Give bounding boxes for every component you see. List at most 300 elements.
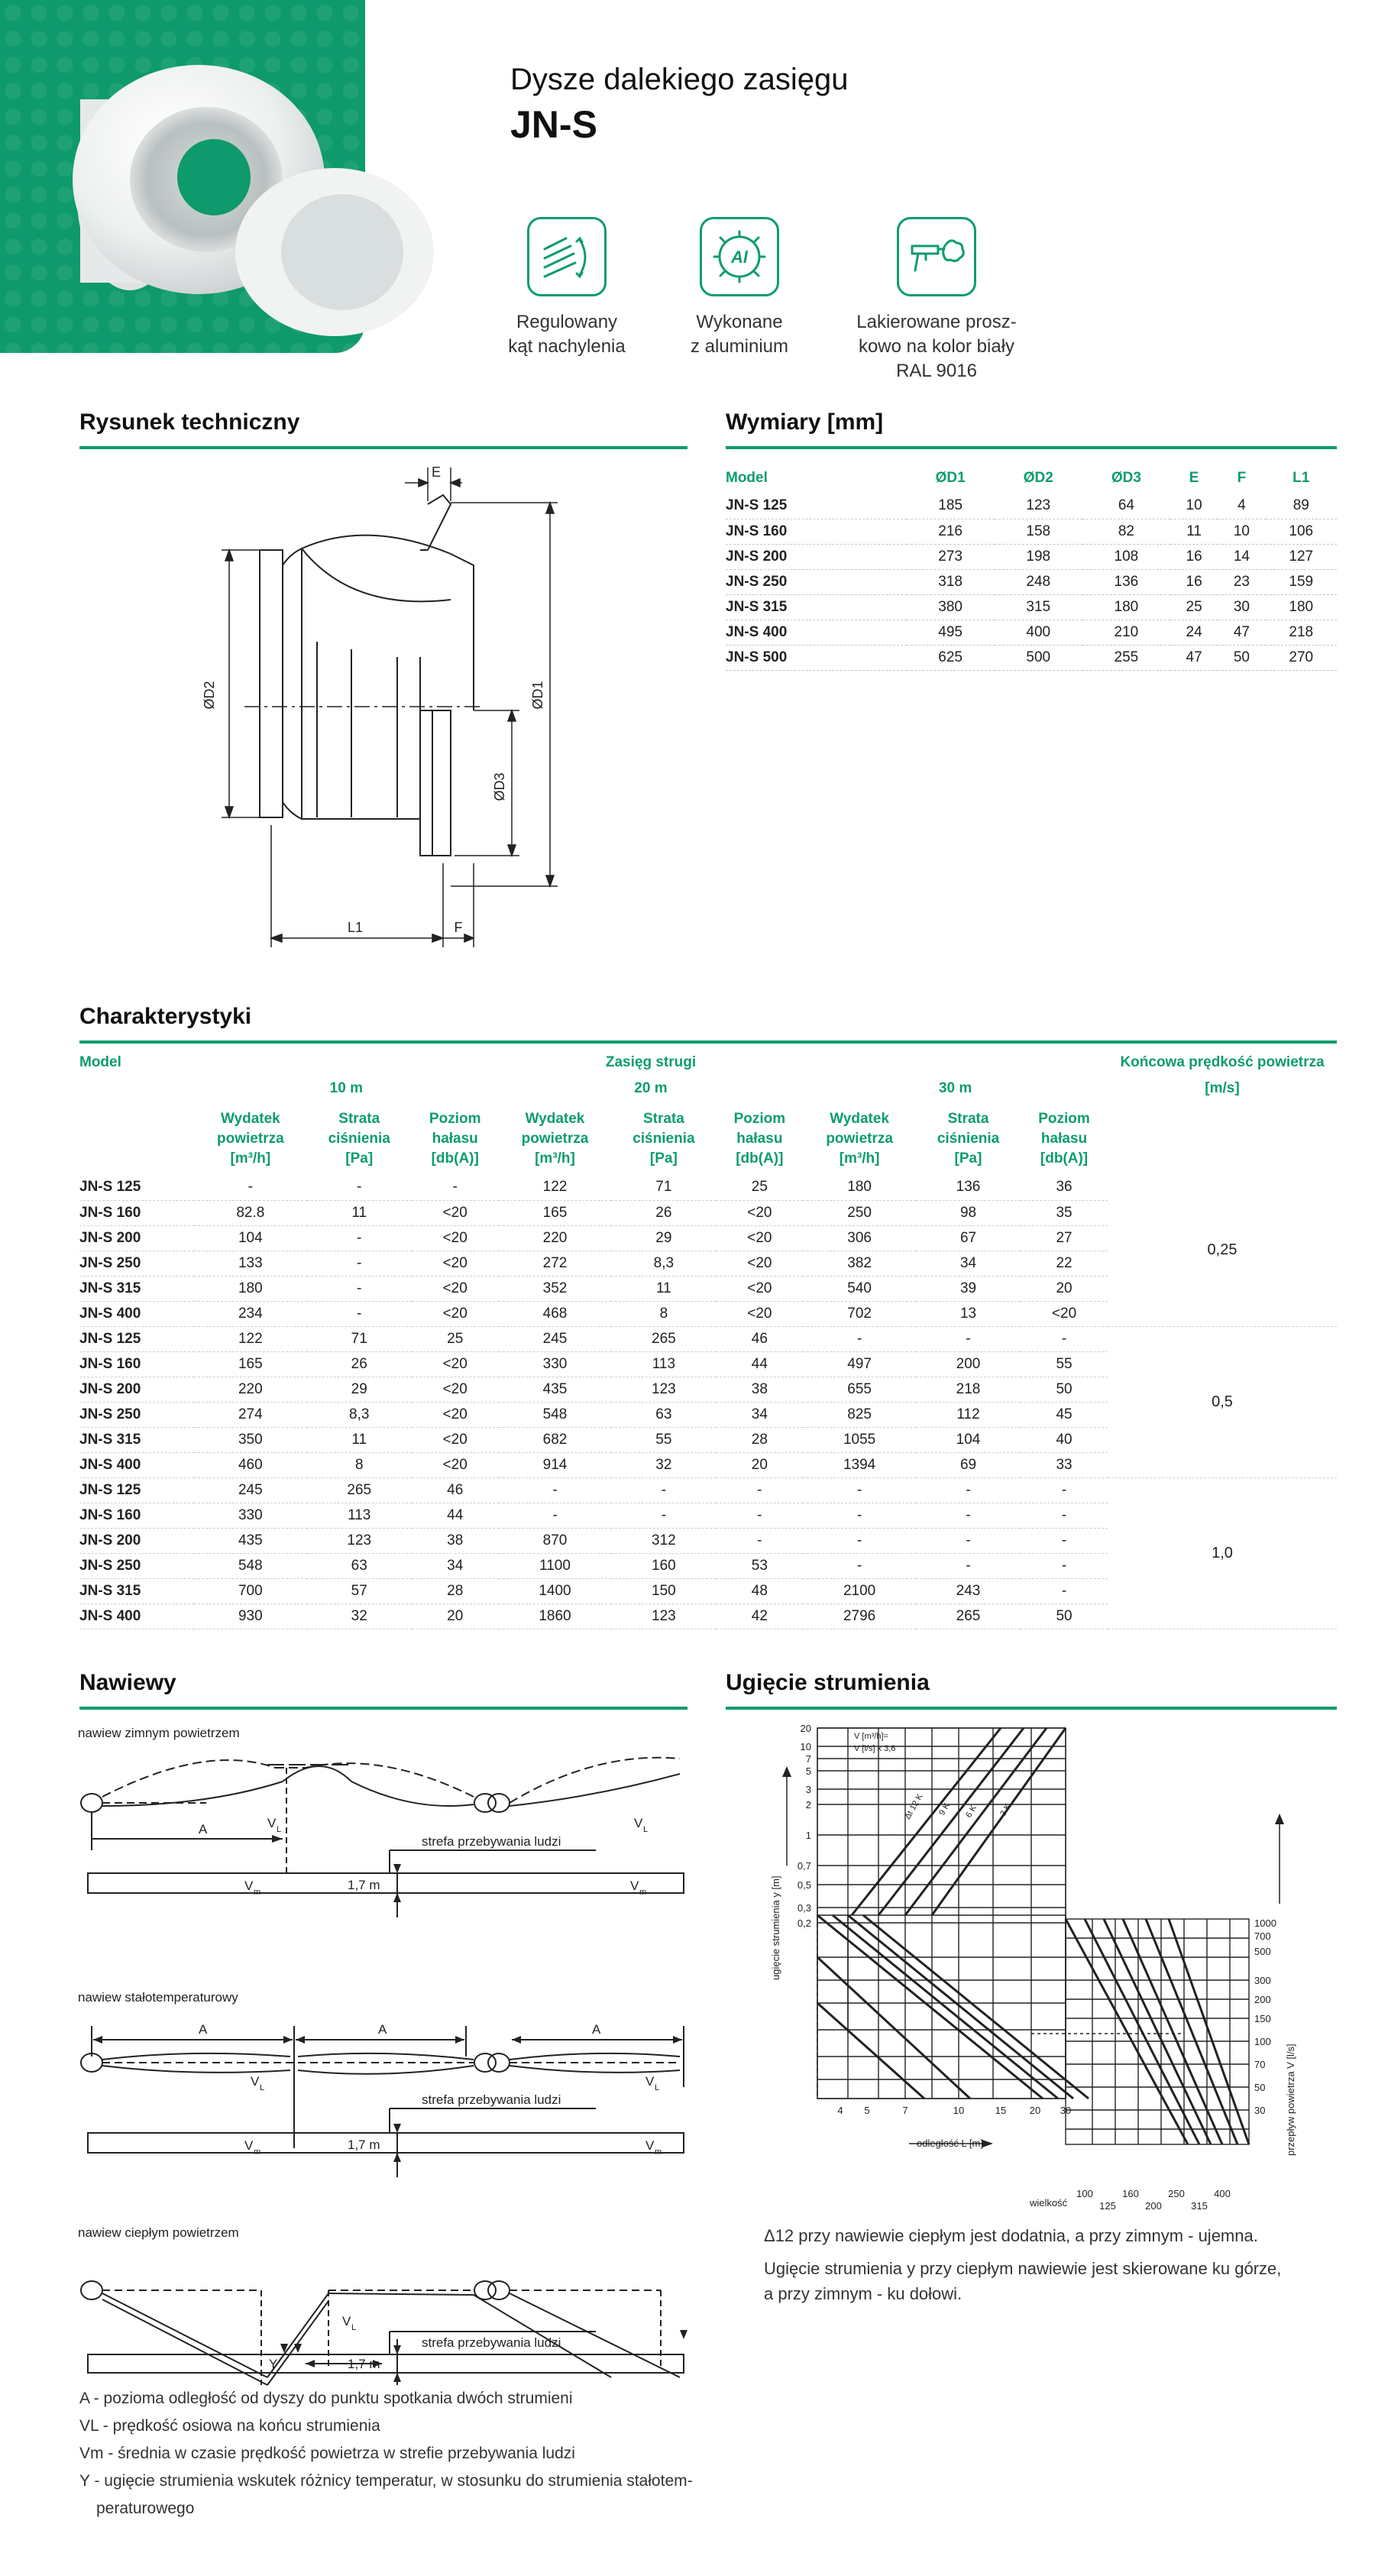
char-value-cell: 352 — [499, 1276, 612, 1301]
iso-a-label-1: A — [199, 2022, 208, 2037]
char-model-cell: JN-S 250 — [79, 1402, 194, 1427]
char-value-cell: 8 — [611, 1301, 716, 1326]
y-tick-label: 2 — [805, 1799, 811, 1811]
char-sub-header-line: [Pa] — [954, 1150, 982, 1167]
char-value-cell: - — [803, 1553, 916, 1578]
dimension-value-cell: 400 — [995, 620, 1082, 645]
char-value-cell: 32 — [307, 1604, 412, 1629]
char-value-cell: 702 — [803, 1301, 916, 1326]
warm-vl-label: V — [342, 2314, 351, 2328]
supply-title: Nawiewy — [79, 1670, 176, 1695]
dimensions-row — [726, 645, 1337, 670]
char-sub-header-line: [db(A)] — [1040, 1150, 1089, 1167]
char-row — [79, 1477, 1337, 1503]
dimension-model-cell: JN-S 500 — [726, 645, 907, 670]
char-value-cell: 104 — [916, 1427, 1021, 1452]
char-value-cell: 50 — [1021, 1604, 1108, 1629]
technical-drawing-rule — [79, 446, 688, 449]
char-sub-header — [194, 1102, 307, 1175]
char-value-cell: 8,3 — [307, 1402, 412, 1427]
svg-text:m: m — [639, 1888, 647, 1897]
right-tick-label: 100 — [1254, 2036, 1271, 2047]
char-model-cell: JN-S 125 — [79, 1326, 194, 1351]
right-tick-label: 70 — [1254, 2059, 1266, 2070]
dimension-value-cell: 270 — [1266, 645, 1337, 670]
char-value-cell: 122 — [499, 1175, 612, 1200]
char-value-cell: - — [716, 1477, 803, 1503]
char-sub-header — [1021, 1102, 1108, 1175]
char-velocity-header-line2: [m/s] — [1205, 1080, 1240, 1096]
char-value-cell: - — [1021, 1528, 1108, 1553]
dimension-value-cell: 127 — [1266, 544, 1337, 569]
feature-paint-line3: RAL 9016 — [896, 361, 977, 381]
char-value-cell: 265 — [611, 1326, 716, 1351]
dimension-value-cell: 136 — [1082, 569, 1170, 594]
size-tick-label: 100 — [1076, 2188, 1093, 2199]
characteristics-table — [79, 1050, 1337, 1629]
char-model-cell: JN-S 125 — [79, 1477, 194, 1503]
cold-vl-label-2: V — [634, 1816, 643, 1830]
dimensions-header-row — [726, 463, 1337, 494]
char-value-cell: 350 — [194, 1427, 307, 1452]
cold-vl-label: V — [267, 1816, 277, 1830]
char-velocity-header-line1: Końcowa prędkość powietrza — [1120, 1054, 1325, 1070]
char-value-cell: - — [916, 1503, 1021, 1528]
char-model-cell: JN-S 160 — [79, 1503, 194, 1528]
char-value-cell: 26 — [611, 1200, 716, 1225]
char-value-cell: 113 — [307, 1503, 412, 1528]
char-value-cell: <20 — [412, 1377, 499, 1402]
size-tick-label: 315 — [1191, 2200, 1208, 2212]
char-value-cell: 1100 — [499, 1553, 612, 1578]
deflection-title: Ugięcie strumienia — [726, 1670, 930, 1695]
char-value-cell: 435 — [499, 1377, 612, 1402]
char-value-cell: 330 — [499, 1351, 612, 1377]
dimension-value-cell: 500 — [995, 645, 1082, 670]
char-value-cell: 548 — [499, 1402, 612, 1427]
svg-text:L: L — [260, 2083, 265, 2092]
spray-paint-icon — [897, 217, 976, 296]
char-value-cell: 29 — [307, 1377, 412, 1402]
dimension-value-cell: 14 — [1218, 544, 1265, 569]
iso-vm-label-2: V — [645, 2138, 655, 2153]
right-tick-label: 30 — [1254, 2105, 1266, 2116]
svg-text:L: L — [351, 2323, 357, 2332]
col-d1: ØD1 — [935, 470, 966, 486]
char-model-cell: JN-S 250 — [79, 1251, 194, 1276]
dimension-value-cell: 50 — [1218, 645, 1265, 670]
dimensions-row — [726, 519, 1337, 544]
char-value-cell: - — [194, 1175, 307, 1200]
curve-label-6k: 6 K — [964, 1804, 979, 1820]
dimension-value-cell: 315 — [995, 594, 1082, 620]
char-value-cell: 870 — [499, 1528, 612, 1553]
iso-height-label: 1,7 m — [348, 2137, 380, 2152]
char-row — [79, 1175, 1337, 1200]
size-label: wielkość — [1030, 2197, 1068, 2209]
char-value-cell: 20 — [716, 1452, 803, 1477]
char-sub-header — [611, 1102, 716, 1175]
feature-aluminium-line2: z aluminium — [690, 336, 789, 357]
dimension-value-cell: 216 — [907, 519, 995, 544]
char-value-cell: 200 — [916, 1351, 1021, 1377]
char-value-cell: - — [916, 1528, 1021, 1553]
char-value-cell: - — [1021, 1553, 1108, 1578]
supply-legend — [79, 2385, 706, 2523]
dimension-value-cell: 198 — [995, 544, 1082, 569]
svg-text:m: m — [254, 2147, 261, 2157]
note-line1: Δ12 przy nawiewie ciepłym jest dodatnia, a przy zimnym - ujemna. — [764, 2226, 1258, 2245]
char-value-cell: 123 — [307, 1528, 412, 1553]
char-value-cell: 700 — [194, 1578, 307, 1604]
char-value-cell: 63 — [611, 1402, 716, 1427]
char-value-cell: 13 — [916, 1301, 1021, 1326]
char-value-cell: 46 — [716, 1326, 803, 1351]
dimension-value-cell: 380 — [907, 594, 995, 620]
char-value-cell: 34 — [412, 1553, 499, 1578]
char-sub-header-line: [Pa] — [649, 1150, 678, 1167]
char-sub-header — [412, 1102, 499, 1175]
y-tick-label: 0,5 — [797, 1879, 811, 1891]
y-tick-label: 0,2 — [797, 1917, 811, 1929]
dimension-value-cell: 180 — [1082, 594, 1170, 620]
col-l1: L1 — [1292, 470, 1310, 486]
x-tick-label: 4 — [837, 2105, 843, 2116]
char-sub-header-line: Wydatek — [830, 1111, 890, 1127]
char-value-cell: <20 — [412, 1200, 499, 1225]
deflection-notes — [764, 2223, 1344, 2306]
char-value-cell: 20 — [412, 1604, 499, 1629]
product-model: JN-S — [510, 103, 597, 146]
right-tick-label: 300 — [1254, 1975, 1271, 1986]
char-model-cell: JN-S 125 — [79, 1175, 194, 1200]
y-tick-label: 10 — [800, 1741, 811, 1752]
char-model-cell: JN-S 315 — [79, 1427, 194, 1452]
dimension-value-cell: 10 — [1218, 519, 1265, 544]
char-value-cell: 113 — [611, 1351, 716, 1377]
char-value-cell: 220 — [194, 1377, 307, 1402]
char-value-cell: 27 — [1021, 1225, 1108, 1251]
dim-e-label: E — [432, 464, 442, 480]
cold-zone-label: strefa przebywania ludzi — [422, 1834, 561, 1849]
x-tick-label: 15 — [995, 2105, 1007, 2116]
char-model-cell: JN-S 200 — [79, 1528, 194, 1553]
char-value-cell: <20 — [716, 1225, 803, 1251]
char-value-cell: - — [1021, 1477, 1108, 1503]
char-sub-header-line: Poziom — [1038, 1111, 1090, 1127]
x-tick-label: 10 — [953, 2105, 965, 2116]
char-value-cell: 160 — [611, 1553, 716, 1578]
svg-text:L: L — [655, 2083, 660, 2092]
char-value-cell: 98 — [916, 1200, 1021, 1225]
char-value-cell: - — [1021, 1503, 1108, 1528]
iso-vl-label-2: V — [645, 2074, 655, 2089]
warm-zone-label: strefa przebywania ludzi — [422, 2335, 561, 2350]
range-10m: 10 m — [329, 1080, 363, 1096]
char-value-cell: - — [499, 1477, 612, 1503]
dimension-value-cell: 64 — [1082, 494, 1170, 519]
y-tick-label: 1 — [805, 1830, 811, 1841]
iso-supply-diagram — [81, 2022, 684, 2177]
char-sub-header-line: hałasu — [1040, 1131, 1088, 1147]
char-sub-header-line: Strata — [642, 1111, 684, 1127]
char-model-cell: JN-S 250 — [79, 1553, 194, 1578]
char-value-cell: 53 — [716, 1553, 803, 1578]
char-sub-header-line: Poziom — [429, 1111, 481, 1127]
size-tick-label: 250 — [1168, 2188, 1185, 2199]
char-model-cell: JN-S 160 — [79, 1351, 194, 1377]
char-sub-header-line: ciśnienia — [328, 1131, 390, 1147]
legend-vl: VL - prędkość osiowa na końcu strumienia — [79, 2417, 380, 2435]
right-tick-label: 150 — [1254, 2013, 1271, 2024]
char-value-cell: - — [1021, 1326, 1108, 1351]
char-value-cell: 25 — [716, 1175, 803, 1200]
char-value-cell: 274 — [194, 1402, 307, 1427]
char-value-cell: 243 — [916, 1578, 1021, 1604]
char-value-cell: 914 — [499, 1452, 612, 1477]
char-sub-header — [499, 1102, 612, 1175]
char-value-cell: 28 — [716, 1427, 803, 1452]
curve-label-3k: 3 K — [998, 1802, 1013, 1818]
char-value-cell: - — [611, 1477, 716, 1503]
formula-line1: V [m³/h]= — [854, 1732, 888, 1741]
char-sub-header-line: Wydatek — [220, 1111, 280, 1127]
y-tick-label: 20 — [800, 1723, 811, 1734]
char-value-cell: - — [716, 1528, 803, 1553]
legend-y-cont: peraturowego — [96, 2500, 195, 2517]
char-value-cell: 825 — [803, 1402, 916, 1427]
char-value-cell: 11 — [307, 1200, 412, 1225]
char-sub-header — [803, 1102, 916, 1175]
note-line3: a przy zimnym - ku dołowi. — [764, 2284, 962, 2303]
char-sub-header — [716, 1102, 803, 1175]
char-velocity-cell: 0,5 — [1108, 1326, 1337, 1477]
right-tick-label: 50 — [1254, 2082, 1266, 2093]
char-value-cell: 8,3 — [611, 1251, 716, 1276]
char-value-cell: 104 — [194, 1225, 307, 1251]
svg-text:L: L — [277, 1825, 282, 1834]
warm-supply-diagram — [81, 2281, 688, 2385]
dimension-value-cell: 11 — [1170, 519, 1218, 544]
char-model-cell: JN-S 400 — [79, 1604, 194, 1629]
dimension-value-cell: 23 — [1218, 569, 1265, 594]
x-tick-label: 5 — [864, 2105, 870, 2116]
dimension-value-cell: 47 — [1218, 620, 1265, 645]
char-value-cell: - — [716, 1503, 803, 1528]
y-axis-label: ugięcie strumienia y [m] — [770, 1875, 781, 1980]
char-value-cell: - — [307, 1251, 412, 1276]
char-value-cell: 38 — [716, 1377, 803, 1402]
char-value-cell: - — [307, 1301, 412, 1326]
char-value-cell: 45 — [1021, 1402, 1108, 1427]
char-value-cell: 265 — [307, 1477, 412, 1503]
dimension-value-cell: 159 — [1266, 569, 1337, 594]
char-value-cell: 39 — [916, 1276, 1021, 1301]
char-value-cell: 29 — [611, 1225, 716, 1251]
char-sub-header-line: [db(A)] — [736, 1150, 784, 1167]
char-value-cell: 150 — [611, 1578, 716, 1604]
dimensions-table — [726, 463, 1337, 671]
char-sub-header-line: [db(A)] — [431, 1150, 479, 1167]
char-value-cell: 548 — [194, 1553, 307, 1578]
dimension-model-cell: JN-S 125 — [726, 494, 907, 519]
char-model-cell: JN-S 200 — [79, 1225, 194, 1251]
char-sub-header-line: Wydatek — [525, 1111, 585, 1127]
char-value-cell: 250 — [803, 1200, 916, 1225]
char-value-cell: 46 — [412, 1477, 499, 1503]
char-value-cell: - — [412, 1175, 499, 1200]
char-velocity-cell: 0,25 — [1108, 1175, 1337, 1326]
char-model-cell: JN-S 200 — [79, 1377, 194, 1402]
warm-height-label: 1,7 m — [348, 2357, 380, 2371]
feature-aluminium — [640, 217, 839, 359]
dim-d1-label: ØD1 — [530, 681, 545, 710]
char-value-cell: 136 — [916, 1175, 1021, 1200]
dimension-value-cell: 185 — [907, 494, 995, 519]
char-value-cell: <20 — [716, 1276, 803, 1301]
char-value-cell: 2796 — [803, 1604, 916, 1629]
iso-zone-label: strefa przebywania ludzi — [422, 2092, 561, 2107]
technical-drawing — [199, 458, 626, 963]
char-value-cell: 55 — [611, 1427, 716, 1452]
dim-d2-label: ØD2 — [202, 681, 217, 710]
dimension-model-cell: JN-S 200 — [726, 544, 907, 569]
dimensions-rule — [726, 446, 1337, 449]
char-value-cell: 63 — [307, 1553, 412, 1578]
dimension-value-cell: 47 — [1170, 645, 1218, 670]
char-sub-header-line: powietrza — [826, 1131, 893, 1147]
dimension-value-cell: 218 — [1266, 620, 1337, 645]
warm-y-label: Y — [269, 2357, 278, 2371]
char-value-cell: <20 — [716, 1301, 803, 1326]
char-value-cell: 26 — [307, 1351, 412, 1377]
char-value-cell: - — [307, 1225, 412, 1251]
iso-supply-label: nawiew stałotemperaturowy — [78, 1990, 238, 2005]
feature-angle — [467, 217, 666, 359]
char-range-header: Zasięg strugi — [605, 1054, 697, 1070]
char-value-cell: - — [499, 1503, 612, 1528]
cold-vm-label: V — [244, 1879, 254, 1893]
char-value-cell: <20 — [412, 1225, 499, 1251]
legend-a: A - pozioma odległość od dyszy do punktu spotkania dwóch strumieni — [79, 2390, 573, 2407]
char-value-cell: 42 — [716, 1604, 803, 1629]
legend-vm: Vm - średnia w czasie prędkość powietrza w strefie przebywania ludzi — [79, 2445, 575, 2462]
char-value-cell: <20 — [716, 1200, 803, 1225]
char-value-cell: 330 — [194, 1503, 307, 1528]
supply-rule — [79, 1707, 688, 1710]
dimension-value-cell: 625 — [907, 645, 995, 670]
char-value-cell: 382 — [803, 1251, 916, 1276]
char-value-cell: 540 — [803, 1276, 916, 1301]
formula-line2: V [l/s] x 3,6 — [854, 1744, 896, 1753]
curve-label-9k: 9 K — [937, 1801, 952, 1817]
y-tick-label: 0,7 — [797, 1860, 811, 1872]
char-value-cell: - — [803, 1503, 916, 1528]
y-tick-label: 0,3 — [797, 1902, 811, 1914]
col-e: E — [1189, 470, 1199, 486]
legend-y: Y - ugięcie strumienia wskutek różnicy temperatur, w stosunku do strumienia stałotem- — [79, 2472, 693, 2490]
char-value-cell: 34 — [916, 1251, 1021, 1276]
char-value-cell: 165 — [499, 1200, 612, 1225]
dimension-value-cell: 318 — [907, 569, 995, 594]
dim-f-label: F — [454, 920, 463, 935]
feature-paint — [837, 217, 1036, 383]
warm-supply-label: nawiew ciepłym powietrzem — [78, 2225, 239, 2240]
char-value-cell: 67 — [916, 1225, 1021, 1251]
char-value-cell: 71 — [611, 1175, 716, 1200]
dim-l1-label: L1 — [347, 920, 364, 935]
supply-diagrams — [76, 1720, 695, 2393]
x-axis-label: odległość L [m] — [917, 2137, 983, 2149]
svg-text:L: L — [643, 1825, 649, 1834]
cold-supply-diagram — [81, 1758, 684, 1917]
dimension-value-cell: 10 — [1170, 494, 1218, 519]
char-value-cell: 25 — [412, 1326, 499, 1351]
dimensions-row — [726, 494, 1337, 519]
char-value-cell: - — [803, 1528, 916, 1553]
svg-text:m: m — [254, 1888, 261, 1897]
char-sub-header-line: [m³/h] — [535, 1150, 575, 1167]
feature-angle-line2: kąt nachylenia — [508, 336, 626, 357]
char-model-cell: JN-S 315 — [79, 1578, 194, 1604]
note-line2: Ugięcie strumienia y przy ciepłym nawiewie jest skierowane ku górze, — [764, 2259, 1282, 2278]
char-value-cell: 69 — [916, 1452, 1021, 1477]
dimensions-row — [726, 594, 1337, 620]
char-value-cell: 265 — [916, 1604, 1021, 1629]
char-value-cell: 497 — [803, 1351, 916, 1377]
feature-paint-line1: Lakierowane prosz- — [856, 312, 1017, 332]
char-sub-header-line: ciśnienia — [632, 1131, 695, 1147]
col-f: F — [1237, 470, 1247, 486]
char-value-cell: 468 — [499, 1301, 612, 1326]
size-tick-label: 160 — [1122, 2188, 1139, 2199]
iso-a-label-3: A — [592, 2022, 601, 2037]
iso-a-label-2: A — [378, 2022, 387, 2037]
char-value-cell: - — [611, 1503, 716, 1528]
dimension-value-cell: 16 — [1170, 544, 1218, 569]
dimension-value-cell: 30 — [1218, 594, 1265, 620]
col-d3: ØD3 — [1111, 470, 1141, 486]
cold-supply-label: nawiew zimnym powietrzem — [78, 1726, 240, 1740]
char-value-cell: 57 — [307, 1578, 412, 1604]
dimension-model-cell: JN-S 315 — [726, 594, 907, 620]
y-tick-label: 3 — [805, 1784, 811, 1795]
char-sub-header-line: Poziom — [733, 1111, 786, 1127]
feature-paint-line2: kowo na kolor biały — [858, 336, 1015, 357]
char-value-cell: 44 — [412, 1503, 499, 1528]
dimension-model-cell: JN-S 160 — [726, 519, 907, 544]
cold-a-label: A — [199, 1822, 208, 1837]
char-row — [79, 1326, 1337, 1351]
col-model: Model — [726, 470, 768, 486]
dimensions-row — [726, 544, 1337, 569]
technical-drawing-title: Rysunek techniczny — [79, 409, 300, 435]
char-value-cell: <20 — [412, 1402, 499, 1427]
char-value-cell: <20 — [412, 1301, 499, 1326]
char-value-cell: 1055 — [803, 1427, 916, 1452]
char-value-cell: 55 — [1021, 1351, 1108, 1377]
cold-vm-label-2: V — [630, 1879, 639, 1893]
y-tick-label: 5 — [805, 1765, 811, 1777]
size-tick-label: 400 — [1214, 2188, 1231, 2199]
range-20m: 20 m — [634, 1080, 668, 1096]
dimension-value-cell: 4 — [1218, 494, 1265, 519]
char-value-cell: - — [916, 1326, 1021, 1351]
char-value-cell: <20 — [1021, 1301, 1108, 1326]
char-sub-header-line: hałasu — [736, 1131, 783, 1147]
char-model-cell: JN-S 315 — [79, 1276, 194, 1301]
char-sub-header — [916, 1102, 1021, 1175]
